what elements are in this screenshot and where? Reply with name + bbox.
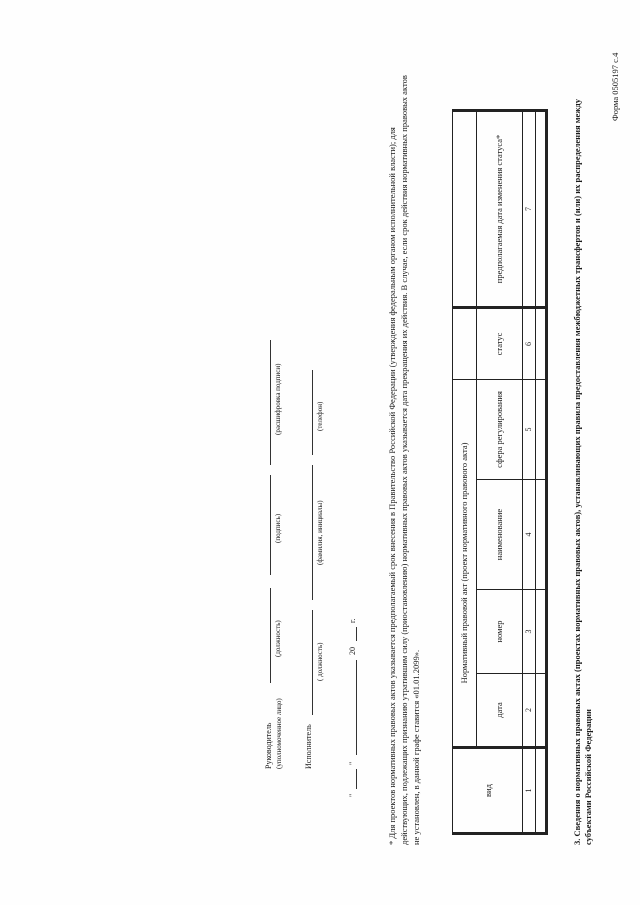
fio-line[interactable] (312, 465, 313, 600)
column-number: 6 (523, 307, 535, 379)
date-quote-open: " (348, 793, 357, 797)
column-header-number: номер (476, 590, 522, 674)
date-day-line[interactable] (356, 769, 357, 789)
data-cell[interactable] (535, 674, 546, 748)
head-label: Руководитель (264, 722, 273, 769)
column-number: 2 (523, 674, 535, 748)
decoding-line[interactable] (270, 340, 271, 465)
normative-acts-table (452, 109, 548, 835)
signature-caption: (подпись) (274, 513, 282, 543)
data-cell[interactable] (535, 590, 546, 674)
column-header-name: наименование (476, 480, 522, 590)
column-header-change-date: предполагаемая дата изменения статуса* (476, 110, 522, 307)
column-header-date: дата (476, 674, 522, 748)
column-number: 5 (523, 379, 535, 479)
signature-line[interactable] (270, 475, 271, 575)
data-cell[interactable] (535, 307, 546, 379)
data-cell[interactable] (535, 480, 546, 590)
date-year-line[interactable] (356, 627, 357, 641)
date-quote-close: " (348, 761, 357, 765)
head-sublabel: (уполномоченное лицо) (275, 698, 283, 769)
executor-position-caption: ( должность) (316, 642, 324, 681)
data-cell[interactable] (535, 748, 546, 834)
phone-line[interactable] (312, 370, 313, 455)
phone-caption: (телефон) (316, 401, 324, 431)
group-header-empty-2 (453, 110, 477, 307)
decoding-caption: (расшифровка подписи) (274, 363, 282, 435)
date-year-suffix: г. (348, 618, 357, 623)
column-number: 7 (523, 110, 535, 307)
column-header-type: вид (453, 748, 523, 834)
section-title: 3. Сведения о нормативных правовых актах (проектах нормативных правовых актов), устанавливающих правила предоставления межбюджетных трансфертов и (или) их распределения между субъектами Российской Федерации (572, 99, 593, 845)
form-number: Форма 0505197 с.4 (610, 52, 620, 121)
group-header: Нормативный правовой акт (проект нормативного правового акта) (453, 379, 477, 747)
column-header-scope: сфера регулирования (476, 379, 522, 479)
data-cell[interactable] (535, 110, 546, 307)
date-month-line[interactable] (356, 660, 357, 755)
group-header-empty (453, 307, 477, 379)
column-number: 4 (523, 480, 535, 590)
position-line[interactable] (270, 588, 271, 683)
column-number: 1 (523, 748, 535, 834)
executor-position-line[interactable] (312, 610, 313, 715)
position-caption: (должность) (274, 620, 282, 657)
data-cell[interactable] (535, 379, 546, 479)
footnote: * Для проектов нормативных правовых актов указывается предполагаемый срок внесения в Правительство Российской Федерации (утверждения федеральным органом исполнительной власти); для действующих, подлежащих признанию утратившим силу (приостановлению) нормативных правовых актов указывается дата прекращения их действия. В случае, если срок действия нормативных правовых актов не установлен, в данной графе ставится «01.01.2099». (387, 75, 421, 845)
column-header-status: статус (476, 307, 522, 379)
date-year-prefix: 20 (348, 647, 357, 655)
column-number: 3 (523, 590, 535, 674)
fio-caption: (фамилия, инициалы) (316, 500, 324, 565)
executor-label: Исполнитель (304, 724, 313, 769)
